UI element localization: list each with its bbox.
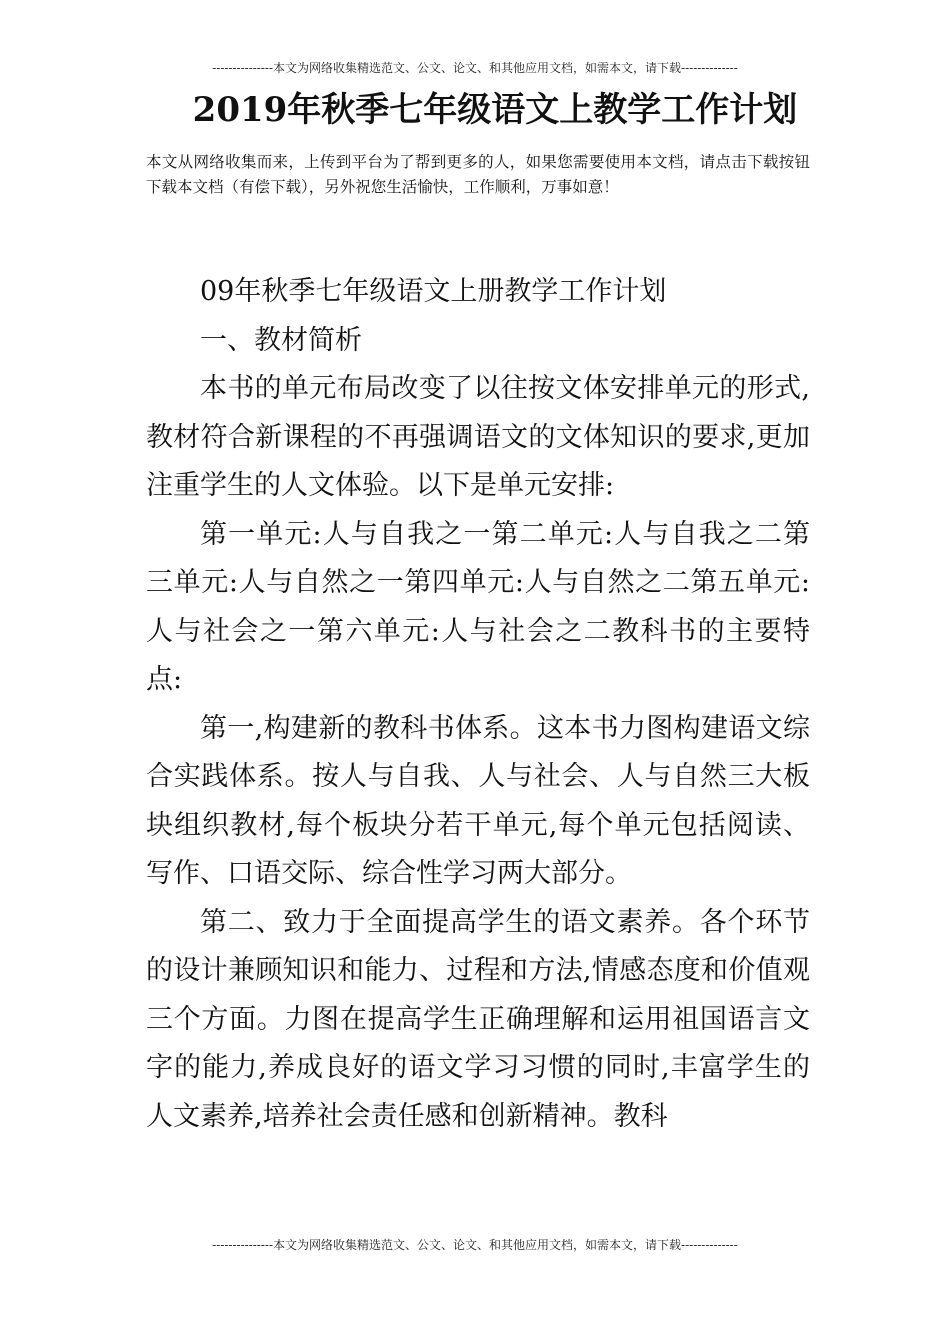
doc-subtitle: 09年秋季七年级语文上册教学工作计划 — [200, 276, 667, 307]
document-body — [146, 268, 810, 1141]
paragraph: 第一单元:人与自我之一第二单元:人与自我之二第三单元:人与自然之一第四单元:人与自然之二第五单元:人与社会之一第六单元:人与社会之二教科书的主要特点: — [146, 518, 810, 695]
header-banner: ---------------本文为网络收集精选范文、公文、论文、和其他应用文档，如需本文，请下载-------------- — [212, 61, 738, 75]
footer-banner: ---------------本文为网络收集精选范文、公文、论文、和其他应用文档，如需本文，请下载-------------- — [212, 1238, 738, 1252]
document-title: 2019年秋季七年级语文上教学工作计划 — [192, 90, 798, 130]
paragraph: 本书的单元布局改变了以往按文体安排单元的形式,教材符合新课程的不再强调语文的文体知识的要求,更加注重学生的人文体验。以下是单元安排: — [146, 373, 810, 501]
intro-note: 本文从网络收集而来，上传到平台为了帮到更多的人，如果您需要使用本文档，请点击下载按钮下载本文档（有偿下载），另外祝您生活愉快，工作顺利，万事如意！ — [146, 153, 810, 196]
paragraph: 第二、致力于全面提高学生的语文素养。各个环节的设计兼顾知识和能力、过程和方法,情感态度和价值观三个方面。力图在提高学生正确理解和运用祖国语言文字的能力,养成良好的语文学习习惯的同时,丰富学生的人文素养,培养社会责任感和创新精神。教科 — [146, 906, 810, 1132]
paragraph: 第一,构建新的教科书体系。这本书力图构建语文综合实践体系。按人与自我、人与社会、人与自然三大板块组织教材,每个板块分若干单元,每个单元包括阅读、写作、口语交际、综合性学习两大部分。 — [146, 712, 810, 889]
section-heading: 一、教材简析 — [200, 324, 362, 356]
